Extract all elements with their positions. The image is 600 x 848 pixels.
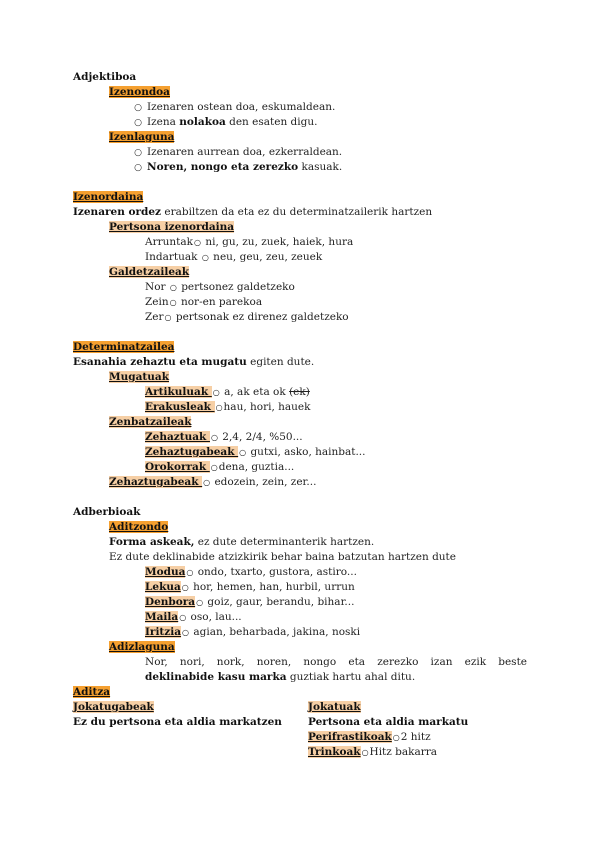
bullet-icon: ○ [186, 568, 194, 577]
subheading-adizlaguna: Adizlaguna [109, 641, 175, 653]
orokorrak-label: Orokorrak [145, 461, 210, 473]
bullet-icon: ○ [212, 388, 220, 397]
jokatuak-column [308, 700, 528, 760]
modua-text: ondo, txarto, gustora, astiro... [194, 566, 357, 578]
bullet-icon: ○ [201, 253, 209, 262]
artikuluak-label: Artikuluak [145, 386, 212, 398]
bullet-icon: ○ [164, 313, 172, 322]
zehaztugabeak2-text: edozein, zein, zer... [211, 476, 317, 488]
izenondoa-bullet-2-bold: nolakoa [179, 116, 226, 128]
bullet-icon: ○ [196, 598, 204, 607]
bullet-icon: ○ [134, 118, 142, 128]
aditzondo-line2: Ez dute deklinabide atzizkirik behar baina batzutan hartzen dute [109, 551, 456, 563]
orokorrak-text: dena, guztia... [218, 461, 295, 473]
bullet-icon: ○ [210, 463, 218, 472]
bullet-icon: ○ [194, 238, 201, 247]
izenlaguna-bullet-2-post: kasuak. [298, 161, 343, 173]
aditzondo-line1-bold: Forma askeak, [109, 536, 195, 548]
trinkoak-label: Trinkoak [308, 746, 361, 758]
subheading-izenondoa: Izenondoa [109, 86, 170, 98]
bullet-icon: ○ [210, 433, 218, 442]
maila-text: oso, lau... [187, 611, 242, 623]
aditza-columns [73, 700, 533, 760]
arruntak-text: ni, gu, zu, zuek, haiek, hura [201, 236, 354, 248]
zer-text: pertsonak ez direnez galdetzeko [172, 311, 349, 323]
bullet-icon: ○ [169, 298, 177, 307]
izenordaina-desc-bold: Izenaren ordez [73, 206, 162, 218]
zehaztuak-text: 2,4, 2/4, %50... [218, 431, 303, 443]
izenordaina-desc-rest: erabiltzen da eta ez du determinatzailerik hartzen [161, 206, 433, 218]
aditzondo-line1-rest: ez dute determinanterik hartzen. [194, 536, 375, 548]
modua-label: Modua [145, 566, 186, 578]
bullet-icon: ○ [169, 283, 177, 292]
nor-text: pertsonez galdetzeko [177, 281, 295, 293]
zehaztugabeak-label: Zehaztugabeak [145, 446, 239, 458]
zein-text: nor-en parekoa [177, 296, 263, 308]
denbora-text: goiz, gaur, berandu, bihar... [204, 596, 355, 608]
document-page [73, 70, 533, 760]
zer-label: Zer [145, 311, 164, 323]
indartuak-label: Indartuak [145, 251, 201, 263]
heading-izenordaina: Izenordaina [73, 191, 144, 203]
iritzia-text: agian, beharbada, jakina, noski [190, 626, 361, 638]
bullet-icon: ○ [134, 163, 142, 173]
subheading-zehaztugabeak: Zehaztugabeak [109, 476, 203, 488]
bullet-icon: ○ [203, 478, 211, 487]
denbora-label: Denbora [145, 596, 196, 608]
heading-adjektiboa: Adjektiboa [73, 71, 137, 83]
perifrastikoak-text: 2 hitz [400, 731, 431, 743]
arruntak-label: Arruntak [145, 236, 193, 248]
artikuluak-strikethrough: (ek) [289, 386, 310, 398]
bullet-icon: ○ [239, 448, 247, 457]
lekua-label: Lekua [145, 581, 181, 593]
indartuak-text: neu, geu, zeu, zeuek [209, 251, 323, 263]
subheading-jokatuak: Jokatuak [308, 701, 361, 713]
bullet-icon: ○ [181, 583, 189, 592]
nor-label: Nor [145, 281, 169, 293]
subheading-pertsona-izenordaina: Pertsona izenordaina [109, 221, 235, 233]
izenondoa-bullet-2-post: den esaten digu. [225, 116, 318, 128]
bullet-icon: ○ [134, 148, 142, 158]
adizlaguna-line1: Nor, nori, nork, noren, nongo eta zerezko izan ezik beste [145, 656, 527, 668]
heading-adberbioak: Adberbioak [73, 506, 141, 518]
zein-label: Zein [145, 296, 169, 308]
erakusleak-text: hau, hori, hauek [223, 401, 311, 413]
perifrastikoak-label: Perifrastikoak [308, 731, 392, 743]
trinkoak-text: Hitz bakarra [369, 746, 438, 758]
bullet-icon: ○ [215, 403, 223, 412]
subheading-galdetzaileak: Galdetzaileak [109, 266, 190, 278]
adizlaguna-line2-bold: deklinabide kasu marka [145, 671, 287, 683]
bullet-icon: ○ [182, 628, 190, 637]
bullet-icon: ○ [179, 613, 187, 622]
heading-determinatzailea: Determinatzailea [73, 341, 175, 353]
bullet-icon: ○ [134, 103, 142, 113]
jokatugabeak-desc: Ez du pertsona eta aldia markatzen [73, 716, 282, 728]
subheading-aditzondo: Aditzondo [109, 521, 169, 533]
subheading-jokatugabeak: Jokatugabeak [73, 701, 154, 713]
izenondoa-bullet-1: Izenaren ostean doa, eskumaldean. [147, 101, 336, 113]
erakusleak-label: Erakusleak [145, 401, 215, 413]
maila-label: Maila [145, 611, 179, 623]
jokatugabeak-column [73, 700, 308, 760]
izenlaguna-bullet-2-bold: Noren, nongo eta zerezko [147, 161, 299, 173]
determinatzailea-desc-bold: Esanahia zehaztu eta mugatu [73, 356, 247, 368]
artikuluak-text: a, ak eta ok [220, 386, 290, 398]
lekua-text: hor, hemen, han, hurbil, urrun [189, 581, 355, 593]
adizlaguna-line2-rest: guztiak hartu ahal ditu. [286, 671, 416, 683]
subheading-izenlaguna: Izenlaguna [109, 131, 175, 143]
bullet-icon: ○ [361, 748, 369, 757]
heading-aditza: Aditza [73, 686, 111, 698]
zehaztuak-label: Zehaztuak [145, 431, 210, 443]
iritzia-label: Iritzia [145, 626, 182, 638]
subheading-mugatuak: Mugatuak [109, 371, 169, 383]
izenlaguna-bullet-1: Izenaren aurrean doa, ezkerraldean. [147, 146, 343, 158]
subheading-zenbatzaileak: Zenbatzaileak [109, 416, 192, 428]
bullet-icon: ○ [392, 733, 400, 742]
izenondoa-bullet-2-pre: Izena [147, 116, 180, 128]
zehaztugabeak-text: gutxi, asko, hainbat... [247, 446, 366, 458]
jokatuak-desc: Pertsona eta aldia markatu [308, 716, 469, 728]
determinatzailea-desc-rest: egiten dute. [246, 356, 315, 368]
